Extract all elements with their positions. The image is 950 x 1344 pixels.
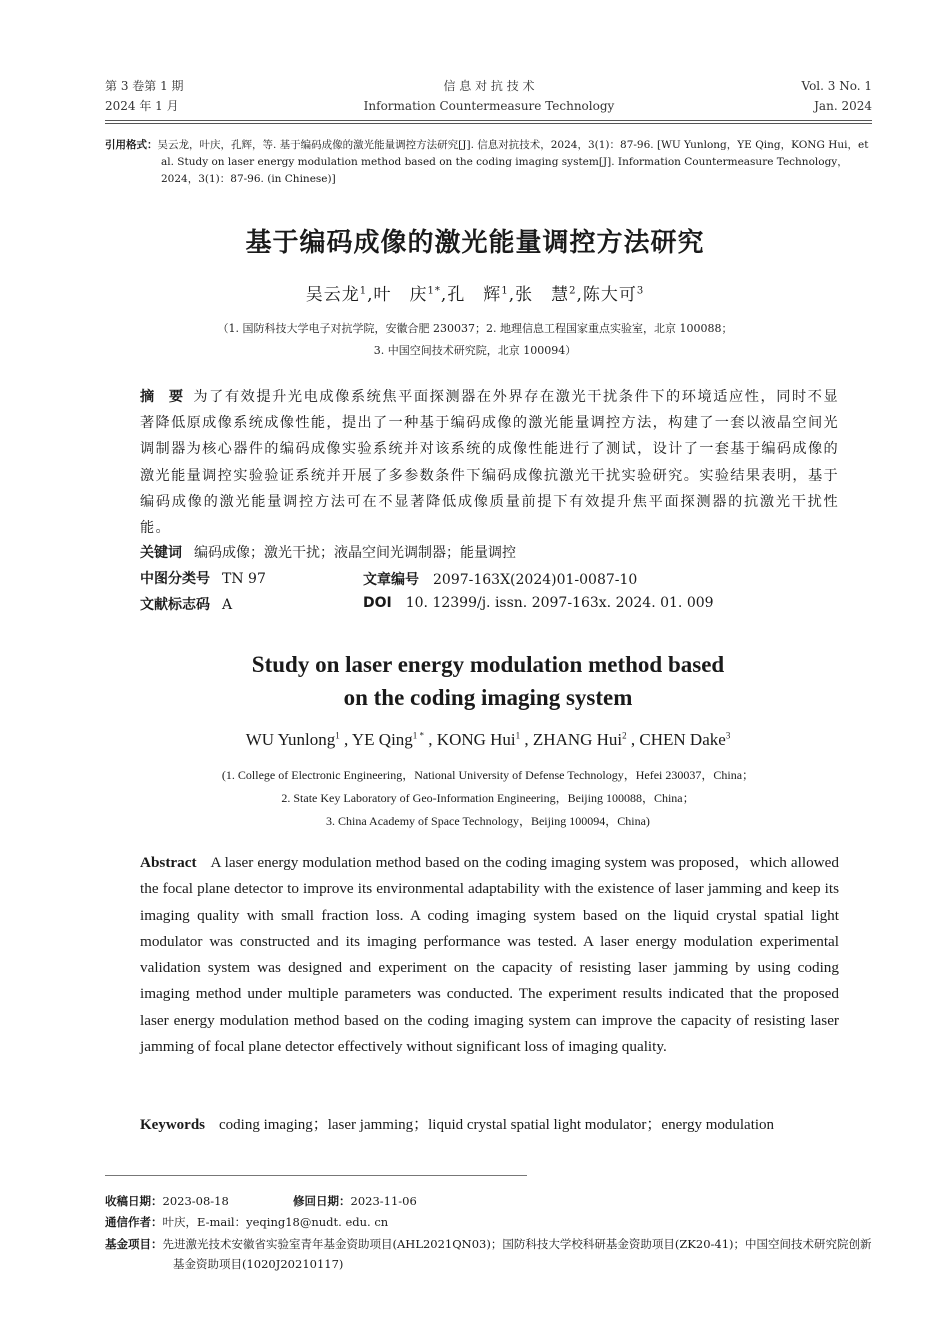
received-label: 收稿日期： [105,1194,163,1208]
corresponding-label: 通信作者： [105,1215,163,1229]
author-cn: 陈大可$^3$ [582,285,645,305]
citation-block [105,137,875,188]
revised-label: 修回日期： [293,1194,351,1208]
volume-issue-en: Vol. 3 No. 1 [801,79,872,93]
author-en: CHEN Dake$^3$ [639,730,731,749]
keywords-cn [140,543,516,563]
corresponding-author [105,1212,388,1232]
classification-label: 中图分类号 [140,571,210,587]
running-header-center [300,76,678,116]
doi-label: DOI [363,595,392,611]
classification-number [140,569,266,589]
keywords-cn-label: 关键词 [140,545,182,561]
doi [363,595,714,611]
citation-text: 吴云龙，叶庆，孔辉，等. 基于编码成像的激光能量调控方法研究[J]. 信息对抗技术，2024，3(1)：87-96. [WU Yunlong，YE Qing，KONG Hui，et al. Study on laser energy modulation method based on the coding imaging system[J]. Information Countermeasure Technology，2024，3(1)：87-96. (in Chinese)] [157,139,869,185]
received-value: 2023-08-18 [162,1194,229,1208]
title-en [0,648,950,714]
running-header-right [802,76,872,116]
doi-value: 10. 12399/j. issn. 2097-163x. 2024. 01. 009 [405,595,714,611]
affiliations-en [0,764,950,833]
revised-date [293,1191,417,1211]
running-header-left [105,76,184,116]
publish-date-cn: 2024 年 1 月 [105,99,179,113]
article-id-value: 2097-163X(2024)01-0087-10 [433,572,638,588]
affiliation-line: (1. College of Electronic Engineering，National University of Defense Technology，Hefei 230037，China； [221,768,755,782]
author-cn: 吴云龙$^1$ [305,285,368,305]
keywords-en-label: Keywords [140,1117,205,1133]
affiliations-cn [0,318,950,362]
journal-name-cn: 信 息 对 抗 技 术 [443,79,535,93]
abstract-en-label: Abstract [140,854,197,871]
footnote-rule [105,1175,527,1176]
keywords-en [140,1114,850,1136]
journal-name-en: Information Countermeasure Technology [363,99,615,113]
corresponding-value: 叶庆，E-mail：yeqing18@nudt. edu. cn [162,1215,389,1229]
abstract-cn-label: 摘 要 [140,389,184,405]
article-id-label: 文章编号 [363,572,419,588]
keywords-en-text: coding imaging；laser jamming；liquid crystal spatial light modulator；energy modulation [219,1117,775,1133]
citation-label: 引用格式： [105,139,158,151]
authors-en: WU Yunlong$^1$ , YE Qing$^{1 *}$ , KONG Hui$^1$ , ZHANG Hui$^2$ , CHEN Dake$^3$ [245,730,731,749]
affiliation-line: （1. 国防科技大学电子对抗学院，安徽合肥 230037；2. 地理信息工程国家重点实验室，北京 100088； [217,322,733,335]
title-cn: 基于编码成像的激光能量调控方法研究 [245,228,705,258]
fund-value: 先进激光技术安徽省实验室青年基金资助项目(AHL2021QN03)；国防科技大学校科研基金资助项目(ZK20-41)；中国空间技术研究院创新基金资助项目(1020J20210117) [162,1237,872,1271]
author-en: ZHANG Hui$^2$ [532,730,627,749]
author-cn: 叶 庆$^{1*}$ [373,285,441,305]
title-en-line: on the coding imaging system [343,685,633,710]
author-en: YE Qing$^{1 *}$ [351,730,425,749]
classification-value: TN 97 [222,571,266,587]
volume-issue: 第 3 卷第 1 期 [105,79,184,93]
fund-label: 基金项目： [105,1237,163,1251]
abstract-cn-text: 为了有效提升光电成像系统焦平面探测器在外界存在激光干扰条件下的环境适应性，同时不显著降低原成像系统成像性能，提出了一种基于编码成像的激光能量调控方法，构建了一套以液晶空间光调制器为核心器件的编码成像实验系统并对该系统的成像性能进行了测试，设计了一套基于编码成像的激光能量调控实验验证系统并开展了多参数条件下编码成像抗激光干扰实验研究。实验结果表明，基于编码成像的激光能量调控方法可在不显著降低成像质量前提下有效提升焦平面探测器的抗激光干扰性能。 [140,389,839,537]
publish-date-en: Jan. 2024 [814,99,872,113]
abstract-en-text: A laser energy modulation method based on the coding imaging system was proposed，which allowed the focal plane detector to improve its environmental adaptability with the existence of laser jamming and keep its imaging quality with small fraction loss. A coding imaging system based on the liquid crystal spatial light modulator was constructed and its imaging performance was tested. A laser energy modulation experimental validation system was designed and experiment on the capacity of resisting laser jamming by using coding imaging method under multiple parameters was conducted. The experiment results indicated that the proposed laser energy modulation method based on the coding imaging system can improve the capacity of resisting laser jamming of focal plane detector effectively without significant loss of imaging quality. [140,854,839,1056]
document-code-value: A [222,597,233,613]
header-rule-top [105,120,872,121]
affiliation-line: 2. State Key Laboratory of Geo-Information Engineering，Beijing 100088，China； [281,791,695,805]
abstract-cn [140,384,839,541]
affiliation-line: 3. 中国空间技术研究院，北京 100094） [373,344,577,357]
document-code [140,595,232,615]
author-en: WU Yunlong$^1$ [245,730,340,749]
affiliation-line: 3. China Academy of Space Technology，Beijing 100094，China) [326,814,650,828]
authors-cn: 吴云龙$^1$,叶 庆$^{1*}$,孔 辉$^1$,张 慧$^2$,陈大可$^3$ [305,285,645,305]
title-en-line: Study on laser energy modulation method based [251,652,725,677]
author-en: KONG Hui$^1$ [436,730,521,749]
abstract-en [140,850,839,1060]
keywords-cn-text: 编码成像；激光干扰；液晶空间光调制器；能量调控 [194,545,516,561]
fund-info [105,1234,875,1274]
document-code-label: 文献标志码 [140,597,210,613]
author-cn: 张 慧$^2$ [515,285,577,305]
received-date [105,1191,229,1211]
header-rule-bottom [105,123,872,124]
revised-value: 2023-11-06 [350,1194,417,1208]
author-cn: 孔 辉$^1$ [447,285,509,305]
article-id [363,569,637,589]
